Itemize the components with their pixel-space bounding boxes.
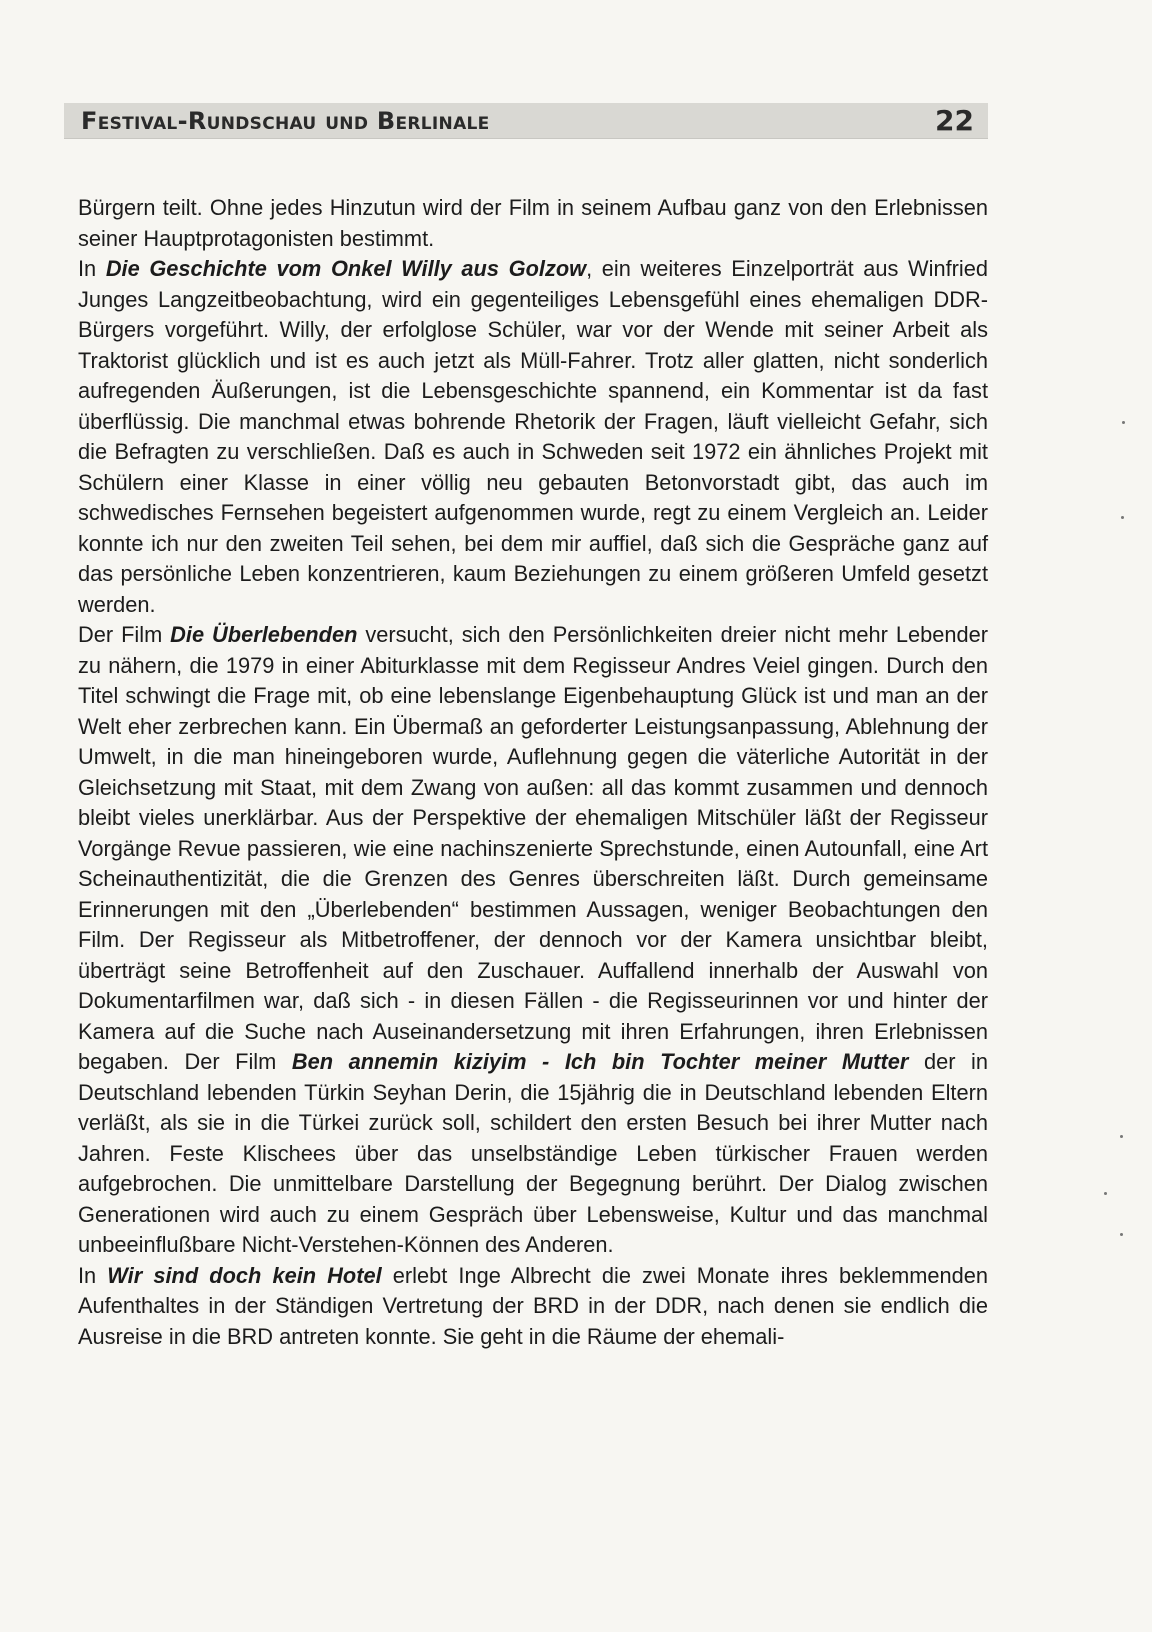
paragraph-ueberlebenden: [78, 620, 988, 1261]
speck: [1120, 1233, 1123, 1236]
text-segment: , ein weiteres Einzelporträt aus Winfried Junges Langzeitbeobachtung, wird ein gegenteiliges Lebensgefühl eines ehemaligen DDR-Bürgers vorgeführt. Willy, der erfolglose Schüler, war vor der Wende mit seiner Arbeit als Traktorist glücklich und ist es auch jetzt als Müll-Fahrer. Trotz aller glatten, nicht sonderlich aufregenden Äußerungen, ist die Lebensgeschichte spannend, ein Kommentar ist da fast überflüssig. Die manchmal etwas bohrende Rhetorik der Fragen, läuft vielleicht Gefahr, sich die Befragten zu verschließen. Daß es auch in Schweden seit 1972 ein ähnliches Projekt mit Schülern einer Klasse in einer völlig neu gebauten Betonvorstadt gibt, das auch im schwedisches Fernsehen begeistert aufgenommen wurde, regt zu einem Vergleich an. Leider konnte ich nur den zweiten Teil sehen, bei dem mir auffiel, daß sich die Gespräche ganz auf das persönliche Leben konzentrieren, kaum Beziehungen zu einem größeren Umfeld gesetzt werden.: [78, 256, 988, 617]
film-title: Die Überlebenden: [170, 622, 358, 647]
article-body: [78, 193, 988, 1352]
film-title: Ben annemin kiziyim - Ich bin Tochter meiner Mutter: [291, 1049, 909, 1074]
section-title: Festival-Rundschau und Berlinale: [81, 106, 490, 135]
page-header: [64, 103, 988, 139]
film-title: Wir sind doch kein Hotel: [107, 1262, 382, 1288]
text-segment: In: [78, 1262, 108, 1288]
film-title: Die Geschichte vom Onkel Willy aus Golzow: [105, 256, 587, 281]
text-segment: Bürgern teilt. Ohne jedes Hinzutun wird der Film in seinem Aufbau ganz von den Erlebnissen seiner Hauptprotagonisten bestimmt.: [78, 195, 988, 251]
text-segment: versucht, sich den Persönlichkeiten dreier nicht mehr Lebender zu nähern, die 1979 in einer Abiturklasse mit dem Regisseur Andres Veiel gingen. Durch den Titel schwingt die Frage mit, ob eine lebenslange Eigenbehauptung Glück ist und man an der Welt eher zerbrechen kann. Ein Übermaß an geforderter Leistungsanpassung, Ablehnung der Umwelt, in die man hineingeboren wurde, Auflehnung gegen die väterliche Autorität in der Gleichsetzung mit Staat, mit dem Zwang von außen: all das kommt zusammen und dennoch bleibt vieles unerklärbar. Aus der Perspektive der ehemaligen Mitschüler läßt der Regisseur Vorgänge Revue passieren, wie eine nachinszenierte Sprechstunde, einen Autounfall, eine Art Scheinauthentizität, die die Grenzen des Genres überschreiten läßt. Durch gemeinsame Erinnerungen mit den „Überlebenden“ bestimmen Aussagen, weniger Beobachtungen den Film. Der Regisseur als Mitbetroffener, der dennoch vor der Kamera unsichtbar bleibt, überträgt seine Betroffenheit auf den Zuschauer. Auffallend innerhalb der Auswahl von Dokumentarfilmen war, daß sich - in diesen Fällen - die Regisseurinnen vor und hinter der Kamera auf die Suche nach Auseinandersetzung mit ihren Erfahrungen, ihren Erlebnissen begaben. Der Film: [78, 622, 988, 1074]
speck: [1121, 516, 1124, 519]
page-number: 22: [935, 104, 974, 137]
paragraph-hotel: [78, 1261, 988, 1353]
speck: [1122, 421, 1125, 424]
text-segment: der in Deutschland lebenden Türkin Seyhan Derin, die 15jährig die in Deutschland lebenden Eltern verläßt, als sie in die Türkei zurück soll, schildert den ersten Besuch bei ihrer Mutter nach Jahren. Feste Klischees über das unselbständige Leben türkischer Frauen werden aufgebrochen. Die unmittelbare Darstellung der Begegnung berührt. Der Dialog zwischen Generationen wird auch zu einem Gespräch über Lebensweise, Kultur und das manchmal unbeeinflußbare Nicht-Verstehen-Können des Anderen.: [78, 1049, 988, 1257]
speck: [1104, 1192, 1107, 1195]
text-segment: In: [78, 256, 106, 281]
paragraph-continuation: [78, 193, 988, 254]
speck: [1120, 1135, 1123, 1138]
text-segment: Der Film: [78, 622, 171, 647]
text-segment: erlebt Inge Albrecht die zwei Monate ihres beklemmenden Aufenthaltes in der Ständigen Vertretung der BRD in der DDR, nach denen sie endlich die Ausreise in die BRD antreten konnte. Sie geht in die Räume der ehemali-: [78, 1262, 988, 1349]
paragraph-onkel-willy: [78, 254, 988, 620]
